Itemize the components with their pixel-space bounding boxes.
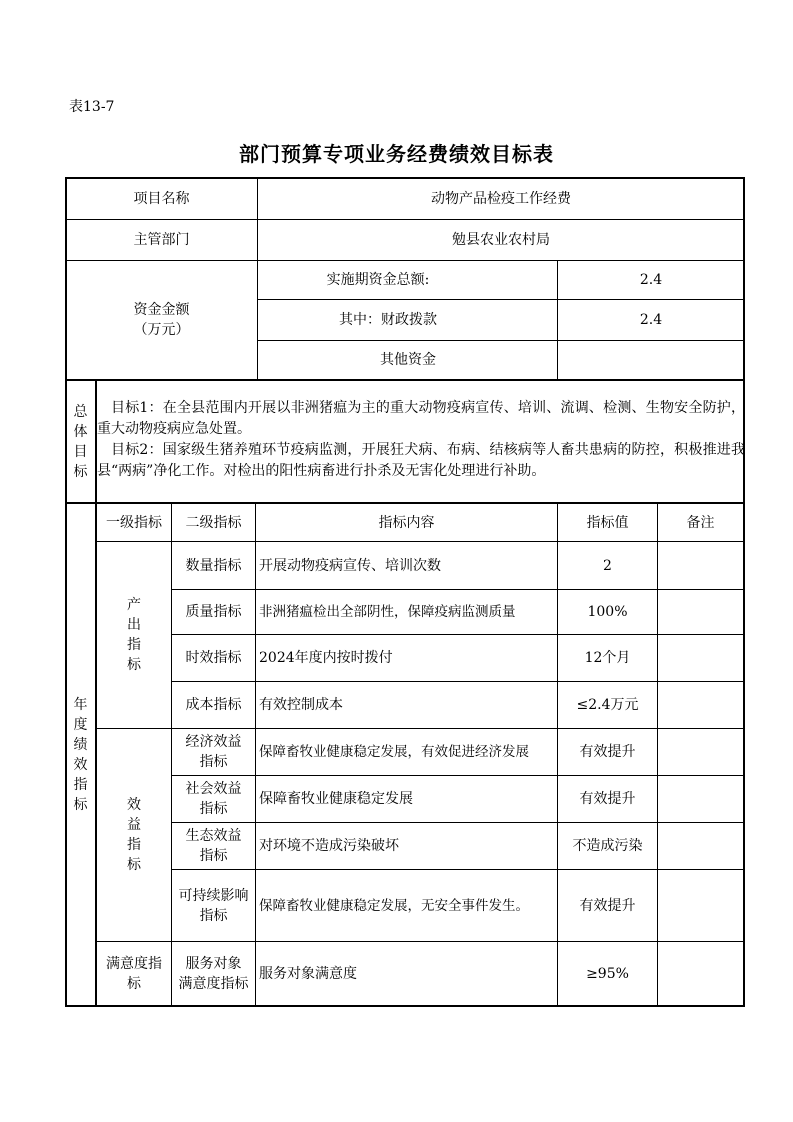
benefit-label-char: 标 xyxy=(127,857,141,873)
annual-label-char: 度 xyxy=(73,716,88,733)
value-cell: 100% xyxy=(587,604,628,620)
remark-cell xyxy=(658,590,743,634)
annual-indicators-label xyxy=(66,504,95,1005)
content-cell: 保障畜牧业健康稳定发展 xyxy=(259,791,413,807)
level2-cell: 数量指标 xyxy=(185,557,242,574)
content-cell: 开展动物疫病宣传、培训次数 xyxy=(259,557,441,574)
table-number: 表13-7 xyxy=(69,99,115,115)
col-header-remark: 备注 xyxy=(686,514,715,531)
output-indicators-label xyxy=(97,542,171,728)
level2-text: 指标 xyxy=(199,848,228,864)
remark-cell xyxy=(658,870,743,941)
value-cell: ≤2.4万元 xyxy=(576,697,639,713)
funds-unit-text: （万元） xyxy=(133,322,190,338)
annual-label-char: 绩 xyxy=(73,736,88,753)
level2-cell xyxy=(172,942,255,1005)
level2-cell xyxy=(172,823,255,869)
benefit-label-char: 效 xyxy=(127,797,141,813)
content-cell: 保障畜牧业健康稳定发展，有效促进经济发展 xyxy=(259,744,529,760)
value-cell: 有效提升 xyxy=(579,744,636,760)
level2-text: 满意度指标 xyxy=(178,975,249,992)
funds-label xyxy=(66,261,257,379)
col-header-value: 指标值 xyxy=(586,514,629,531)
other-funds-label: 其他资金 xyxy=(380,352,436,368)
level2-cell xyxy=(172,870,255,941)
overall-goals-text xyxy=(97,398,745,482)
satisfaction-label-text: 满意度指 xyxy=(106,955,162,972)
value-cell: 不造成污染 xyxy=(572,838,643,854)
value-cell: ≥95% xyxy=(586,965,629,982)
level2-text: 服务对象 xyxy=(185,955,242,972)
fiscal-funds-value: 2.4 xyxy=(639,312,663,328)
level2-text: 社会效益 xyxy=(185,781,242,797)
dept-label: 主管部门 xyxy=(133,232,190,248)
project-name-label: 项目名称 xyxy=(133,190,190,207)
page-title: 部门预算专项业务经费绩效目标表 xyxy=(239,142,554,166)
content-cell: 服务对象满意度 xyxy=(259,965,357,982)
content-cell: 2024年度内按时拨付 xyxy=(259,650,393,666)
annual-label-char: 指 xyxy=(73,776,88,793)
remark-cell xyxy=(658,729,743,775)
project-name-value: 动物产品检疫工作经费 xyxy=(431,190,571,207)
value-cell: 有效提升 xyxy=(579,791,636,807)
satisfaction-indicators-label xyxy=(97,942,171,1005)
remark-cell xyxy=(658,776,743,822)
annual-label-char: 效 xyxy=(73,756,88,773)
value-cell: 2 xyxy=(603,557,612,574)
total-funds-label: 实施期资金总额: xyxy=(326,272,430,288)
funds-label-text: 资金金额 xyxy=(133,302,190,318)
benefit-indicators-label xyxy=(97,729,171,941)
overall-label-char: 体 xyxy=(73,423,88,440)
level2-cell xyxy=(172,776,255,822)
other-funds-value xyxy=(558,341,744,379)
output-label-char: 指 xyxy=(127,637,141,653)
col-header-content: 指标内容 xyxy=(378,514,435,531)
remark-cell xyxy=(658,542,743,589)
overall-label-char: 标 xyxy=(73,463,88,480)
value-cell: 12个月 xyxy=(584,650,631,666)
level2-text: 指标 xyxy=(199,754,228,770)
remark-cell xyxy=(658,942,743,1005)
output-label-char: 产 xyxy=(127,597,141,613)
level2-text: 可持续影响 xyxy=(178,887,249,904)
level2-cell: 时效指标 xyxy=(185,650,242,666)
total-funds-value: 2.4 xyxy=(639,272,663,288)
level2-cell: 成本指标 xyxy=(185,697,242,713)
overall-label-char: 总 xyxy=(73,403,88,420)
level2-text: 经济效益 xyxy=(185,734,242,750)
satisfaction-label-text: 标 xyxy=(127,975,141,992)
annual-label-char: 年 xyxy=(73,696,88,713)
col-header-level1: 一级指标 xyxy=(106,514,162,531)
overall-goals-label xyxy=(66,381,95,502)
remark-cell xyxy=(658,823,743,869)
level2-text: 指标 xyxy=(199,801,228,817)
level2-cell xyxy=(172,729,255,775)
content-cell: 有效控制成本 xyxy=(259,697,343,713)
output-label-char: 标 xyxy=(127,657,141,673)
benefit-label-char: 益 xyxy=(127,817,141,833)
level2-cell: 质量指标 xyxy=(185,604,242,620)
level2-text: 指标 xyxy=(199,907,228,924)
remark-cell xyxy=(658,635,743,681)
content-cell: 非洲猪瘟检出全部阴性，保障疫病监测质量 xyxy=(259,604,516,620)
overall-label-char: 目 xyxy=(73,443,88,460)
value-cell: 有效提升 xyxy=(579,897,636,914)
content-cell: 对环境不造成污染破坏 xyxy=(259,838,399,854)
benefit-label-char: 指 xyxy=(127,837,141,853)
goal-1: 目标1：在全县范围内开展以非洲猪瘟为主的重大动物疫病宣传、培训、流调、检测、生物安全防护，重大动物疫病应急处置。 xyxy=(97,400,745,437)
goal-2: 目标2：国家级生猪养殖环节疫病监测，开展狂犬病、布病、结核病等人畜共患病的防控，积极推进我县“两病”净化工作。对检出的阳性病畜进行扑杀及无害化处理进行补助。 xyxy=(97,442,745,479)
annual-label-char: 标 xyxy=(73,796,88,813)
content-cell: 保障畜牧业健康稳定发展，无安全事件发生。 xyxy=(259,897,529,914)
col-header-level2: 二级指标 xyxy=(185,514,242,531)
remark-cell xyxy=(658,682,743,728)
level2-text: 生态效益 xyxy=(185,828,242,844)
dept-value: 勉县农业农村局 xyxy=(452,232,550,248)
fiscal-funds-label: 其中：财政拨款 xyxy=(339,312,437,328)
output-label-char: 出 xyxy=(127,617,141,633)
